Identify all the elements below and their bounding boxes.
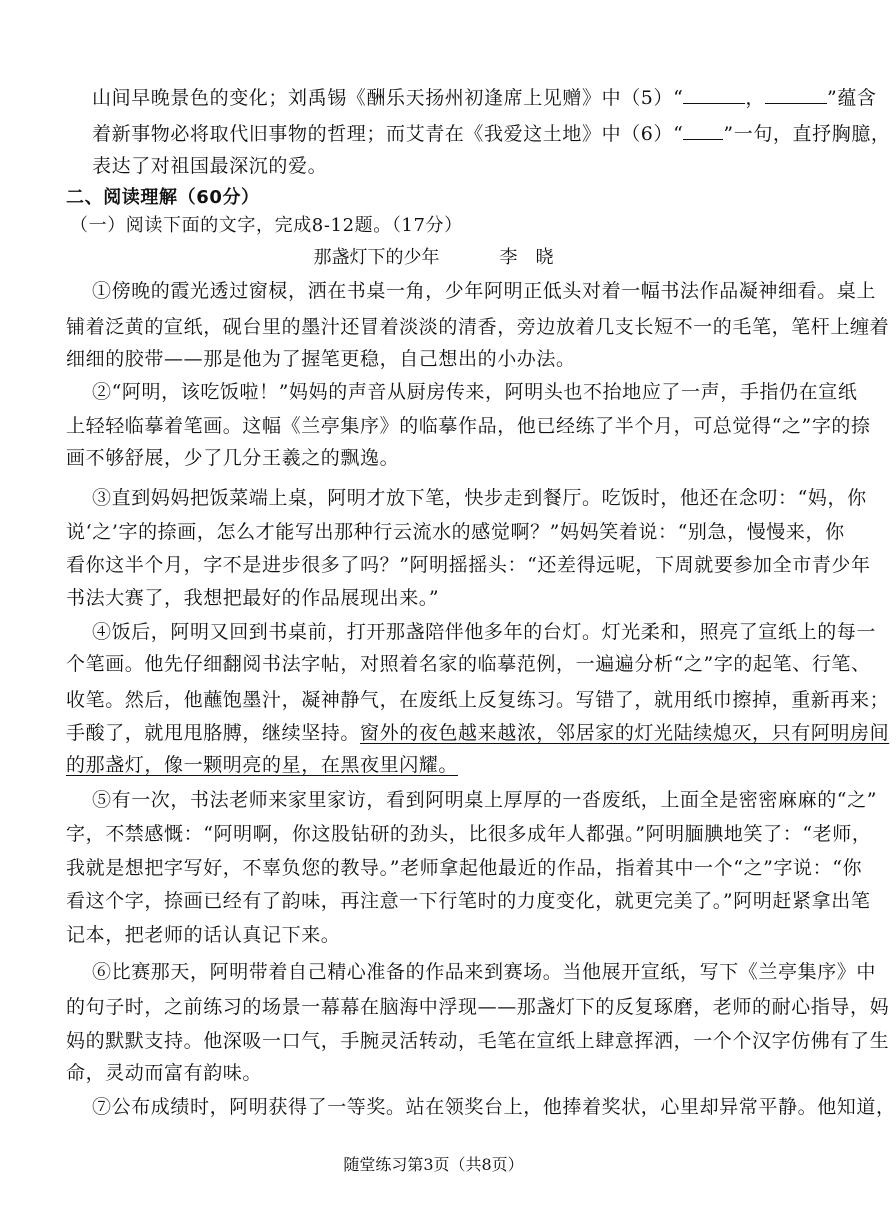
article-line: 的句子时，之前练习的场景一幕幕在脑海中浮现——那盏灯下的反复琢磨，老师的耐心指导，妈 bbox=[66, 996, 890, 1018]
article-title: 那盏灯下的少年 bbox=[313, 247, 440, 268]
question-tail-line-3: 表达了对祖国最深沉的爱。 bbox=[92, 155, 328, 177]
sub-heading: （一）阅读下面的文字，完成8-12题。（17分） bbox=[70, 215, 463, 236]
underlined-sentence: 的那盏灯，像一颗明亮的星，在黑夜里闪耀。 bbox=[66, 754, 459, 776]
question-text: ”蕴含 bbox=[827, 87, 877, 109]
answer-blank-5b bbox=[765, 87, 827, 104]
underlined-sentence: 窗外的夜色越来越浓，邻居家的灯光陆续熄灭，只有阿明房间 bbox=[360, 722, 890, 744]
article-line: ⑦公布成绩时，阿明获得了一等奖。站在领奖台上，他捧着奖状，心里却异常平静。他知道， bbox=[92, 1096, 896, 1118]
article-author: 李 晓 bbox=[499, 247, 554, 268]
comma: ， bbox=[745, 87, 766, 109]
article-title-row bbox=[0, 246, 867, 270]
article-line: ③直到妈妈把饭菜端上桌，阿明才放下笔，快步走到餐厅。吃饭时，他还在念叨：“妈，你 bbox=[92, 487, 867, 509]
article-line-14 bbox=[66, 721, 889, 745]
article-line: 书法大赛了，我想把最好的作品展现出来。” bbox=[66, 587, 440, 609]
article-line: 妈的默默支持。他深吸一口气，手腕灵活转动，毛笔在宣纸上肆意挥洒，一个个汉字仿佛有了生 bbox=[66, 1030, 890, 1052]
answer-blank-5a bbox=[683, 87, 745, 104]
article-line-15 bbox=[66, 753, 458, 777]
article-line: 画不够舒展，少了几分王羲之的飘逸。 bbox=[66, 447, 400, 469]
article-line: 命，灵动而富有韵味。 bbox=[66, 1062, 263, 1084]
article-line: 个笔画。他先仔细翻阅书法字帖，对照着名家的临摹范例，一遍遍分析“之”字的起笔、行笔、 bbox=[66, 653, 871, 675]
article-line: ⑥比赛那天，阿明带着自己精心准备的作品来到赛场。当他展开宣纸，写下《兰亭集序》中 bbox=[92, 961, 877, 983]
article-line: 我就是想把字写好，不辜负您的教导。”老师拿起他最近的作品，指着其中一个“之”字说：“你 bbox=[66, 857, 863, 879]
article-line: 看你这半个月，字不是进步很多了吗？”阿明摇摇头：“还差得远呢，下周就要参加全市青少年 bbox=[66, 554, 871, 576]
article-line: ⑤有一次，书法老师来家里家访，看到阿明桌上厚厚的一沓废纸，上面全是密密麻麻的“之” bbox=[92, 789, 878, 811]
article-line: ②“阿明，该吃饭啦！”妈妈的声音从厨房传来，阿明头也不抬地应了一声，手指仍在宣纸 bbox=[92, 381, 858, 403]
section-heading: 二、阅读理解（60分） bbox=[66, 187, 260, 208]
article-line: ④饭后，阿明又回到书桌前，打开那盏陪伴他多年的台灯。灯光柔和，照亮了宣纸上的每一 bbox=[92, 621, 877, 643]
question-tail-line-2 bbox=[92, 122, 891, 146]
answer-blank-6 bbox=[683, 123, 723, 140]
article-line: 细细的胶带——那是他为了握笔更稳，自己想出的小办法。 bbox=[66, 348, 576, 370]
page-footer: 随堂练习第3页（共8页） bbox=[343, 1155, 524, 1174]
article-line: 记本，把老师的话认真记下来。 bbox=[66, 924, 341, 946]
article-line: 铺着泛黄的宣纸，砚台里的墨汁还冒着淡淡的清香，旁边放着几支长短不一的毛笔，笔杆上缠着 bbox=[66, 316, 890, 338]
article-line: 收笔。然后，他蘸饱墨汁，凝神静气，在废纸上反复练习。写错了，就用纸巾擦掉，重新再来； bbox=[66, 689, 890, 711]
question-text: ”一句，直抒胸臆， bbox=[723, 123, 891, 145]
article-line: 说‘之’字的捺画，怎么才能写出那种行云流水的感觉啊？”妈妈笑着说：“别急，慢慢来，你 bbox=[66, 521, 845, 543]
article-line: 看这个字，捺画已经有了韵味，再注意一下行笔时的力度变化，就更完美了。”阿明赶紧拿出笔 bbox=[66, 890, 871, 912]
question-text: 山间早晚景色的变化；刘禹锡《酬乐天扬州初逢席上见赠》中（5）“ bbox=[92, 87, 684, 109]
question-tail-line-1 bbox=[92, 86, 877, 110]
question-text: 着新事物必将取代旧事物的哲理；而艾青在《我爱这土地》中（6）“ bbox=[92, 123, 684, 145]
article-line: 上轻轻临摹着笔画。这幅《兰亭集序》的临摹作品，他已经练了半个月，可总觉得“之”字的捺 bbox=[66, 415, 871, 437]
article-line: 字，不禁感慨：“阿明啊，你这股钻研的劲头，比很多成年人都强。”阿明腼腆地笑了：“老师， bbox=[66, 823, 872, 845]
article-text: 手酸了，就甩甩胳膊，继续坚持。 bbox=[66, 722, 361, 744]
article-line: ①傍晚的霞光透过窗棂，洒在书桌一角，少年阿明正低头对着一幅书法作品凝神细看。桌上 bbox=[92, 280, 877, 302]
